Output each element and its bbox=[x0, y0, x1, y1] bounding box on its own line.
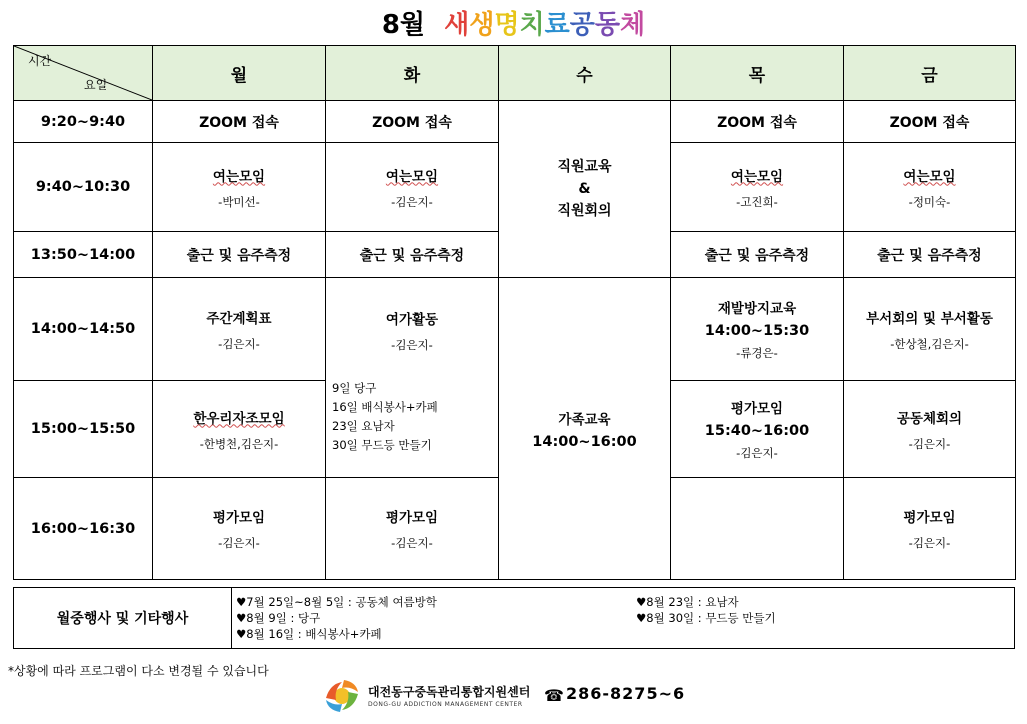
activity-name: 평가모임 bbox=[212, 510, 266, 526]
staff-name: -김은지- bbox=[391, 536, 433, 550]
change-notice: *상황에 따라 프로그램이 다소 변경될 수 있습니다 bbox=[8, 664, 269, 678]
activity-name: 평가모임 bbox=[903, 510, 956, 526]
activity-name: 평가모임 bbox=[730, 401, 784, 417]
activity-name: 부서회의 및 부서활동 bbox=[866, 310, 993, 327]
staff-name: -박미선- bbox=[218, 194, 260, 209]
tue-zoom-cell: ZOOM 접속 bbox=[326, 101, 499, 143]
list-item: ♥8월 23일 : 요남자 bbox=[636, 595, 739, 609]
activity-name: 여는모임 bbox=[212, 168, 266, 185]
table-row bbox=[14, 278, 1016, 381]
time-cell: 14:00~14:50 bbox=[14, 278, 153, 381]
list-item: ♥8월 16일 : 배식봉사+카페 bbox=[236, 627, 382, 641]
mon-evaluation-cell bbox=[153, 478, 326, 580]
corner-day-label: 요일 bbox=[84, 78, 108, 92]
list-item: 23일 요남자 bbox=[332, 419, 395, 433]
activity-time: 15:40~16:00 bbox=[704, 423, 810, 439]
list-item: ♥7월 25일~8월 5일 : 공동체 여름방학 bbox=[236, 595, 437, 609]
activity-name: 주간계획표 bbox=[206, 310, 272, 327]
day-header-thu: 목 bbox=[671, 46, 844, 101]
wed-staff-line2: & bbox=[578, 181, 591, 197]
thu-evaluation-cell bbox=[671, 381, 844, 478]
day-header-tue: 화 bbox=[326, 46, 499, 101]
activity-name: 여는모임 bbox=[730, 168, 784, 185]
thu-relapse-cell bbox=[671, 278, 844, 381]
title-text bbox=[444, 10, 646, 40]
activity-time: 14:00~16:00 bbox=[532, 433, 637, 450]
table-row bbox=[14, 101, 1016, 143]
day-header-fri: 금 bbox=[844, 46, 1016, 101]
title-char: 명 bbox=[494, 10, 520, 40]
fri-community-meeting-cell bbox=[844, 381, 1016, 478]
list-item: 30일 무드등 만들기 bbox=[332, 438, 432, 452]
leisure-schedule-list bbox=[332, 379, 498, 455]
center-name-en: DONG-GU ADDICTION MANAGEMENT CENTER bbox=[368, 701, 523, 708]
center-name: 대전동구중독관리통합지원센터 bbox=[368, 685, 531, 699]
day-header-mon: 월 bbox=[153, 46, 326, 101]
list-item: 9일 당구 bbox=[332, 381, 377, 395]
mon-zoom-cell: ZOOM 접속 bbox=[153, 101, 326, 143]
mon-selfhelp-cell bbox=[153, 381, 326, 478]
fri-evaluation-cell bbox=[844, 478, 1016, 580]
list-item: ♥8월 9일 : 당구 bbox=[236, 611, 321, 625]
title-char: 료 bbox=[544, 10, 570, 40]
staff-name: -김은지- bbox=[391, 338, 433, 352]
staff-name: -한상철,김은지- bbox=[890, 336, 969, 351]
schedule-table bbox=[13, 45, 1016, 580]
staff-name: -정미숙- bbox=[908, 194, 951, 209]
title-char: 새 bbox=[444, 10, 470, 40]
mon-checkin-cell: 출근 및 음주측정 bbox=[153, 232, 326, 278]
fri-checkin-cell: 출근 및 음주측정 bbox=[844, 232, 1016, 278]
list-item: 16일 배식봉사+카페 bbox=[332, 400, 438, 414]
staff-name: -김은지- bbox=[908, 536, 951, 550]
activity-name: 공동체회의 bbox=[896, 410, 963, 427]
fri-dept-meeting-cell bbox=[844, 278, 1016, 381]
wed-staff-line1: 직원교육 bbox=[557, 159, 612, 175]
thu-checkin-cell: 출근 및 음주측정 bbox=[671, 232, 844, 278]
phone-number: 286-8275~6 bbox=[566, 684, 686, 703]
title-char: 공 bbox=[569, 10, 595, 40]
tue-checkin-cell: 출근 및 음주측정 bbox=[326, 232, 499, 278]
tue-leisure-cell bbox=[326, 278, 499, 478]
events-list-left bbox=[236, 594, 437, 642]
header-row bbox=[14, 46, 1016, 101]
mon-opening-cell bbox=[153, 143, 326, 232]
staff-name: -한병천,김은지- bbox=[199, 436, 279, 451]
thu-zoom-cell: ZOOM 접속 bbox=[671, 101, 844, 143]
title-char: 동 bbox=[594, 10, 621, 40]
staff-name: -김은지- bbox=[736, 446, 778, 460]
tue-evaluation-cell bbox=[326, 478, 499, 580]
staff-name: -김은지- bbox=[218, 536, 260, 550]
footer bbox=[322, 676, 722, 716]
time-cell: 9:40~10:30 bbox=[14, 143, 153, 232]
time-cell: 9:20~9:40 bbox=[14, 101, 153, 143]
corner-cell bbox=[14, 46, 153, 101]
fri-zoom-cell: ZOOM 접속 bbox=[844, 101, 1016, 143]
activity-time: 14:00~15:30 bbox=[704, 323, 810, 339]
activity-name: 가족교육 bbox=[558, 411, 611, 428]
day-header-wed: 수 bbox=[499, 46, 671, 101]
wed-staff-cell bbox=[499, 101, 671, 278]
time-cell: 16:00~16:30 bbox=[14, 478, 153, 580]
events-title: 월중행사 및 기타행사 bbox=[14, 588, 232, 648]
tue-opening-cell bbox=[326, 143, 499, 232]
title-char: 치 bbox=[519, 10, 545, 40]
corner-time-label: 시간 bbox=[28, 54, 52, 68]
staff-name: -고진희- bbox=[736, 194, 778, 209]
activity-name: 여는모임 bbox=[903, 168, 956, 185]
time-cell: 13:50~14:00 bbox=[14, 232, 153, 278]
staff-name: -김은지- bbox=[391, 194, 433, 209]
center-logo-icon bbox=[322, 676, 362, 716]
staff-name: -류경은- bbox=[736, 346, 778, 360]
title-char: 생 bbox=[469, 10, 495, 40]
wed-family-edu-cell bbox=[499, 278, 671, 580]
activity-name: 재발방지교육 bbox=[717, 301, 797, 317]
activity-name: 여가활동 bbox=[385, 312, 439, 328]
events-list-right bbox=[636, 594, 776, 626]
fri-opening-cell bbox=[844, 143, 1016, 232]
title-month: 8월 bbox=[381, 10, 426, 40]
thu-opening-cell bbox=[671, 143, 844, 232]
mon-weekly-plan-cell bbox=[153, 278, 326, 381]
time-cell: 15:00~15:50 bbox=[14, 381, 153, 478]
wed-staff-line3: 직원회의 bbox=[557, 203, 612, 219]
list-item: ♥8월 30일 : 무드등 만들기 bbox=[636, 611, 776, 625]
activity-name: 한우리자조모임 bbox=[193, 410, 285, 427]
activity-name: 여는모임 bbox=[385, 168, 439, 185]
phone-icon: ☎ bbox=[544, 686, 564, 705]
activity-name: 평가모임 bbox=[385, 510, 439, 526]
page-title bbox=[0, 4, 1027, 42]
staff-name: -김은지- bbox=[218, 336, 260, 351]
monthly-events-box bbox=[13, 587, 1015, 649]
title-char: 체 bbox=[620, 10, 646, 40]
staff-name: -김은지- bbox=[908, 436, 951, 451]
thu-empty-cell bbox=[671, 478, 844, 580]
